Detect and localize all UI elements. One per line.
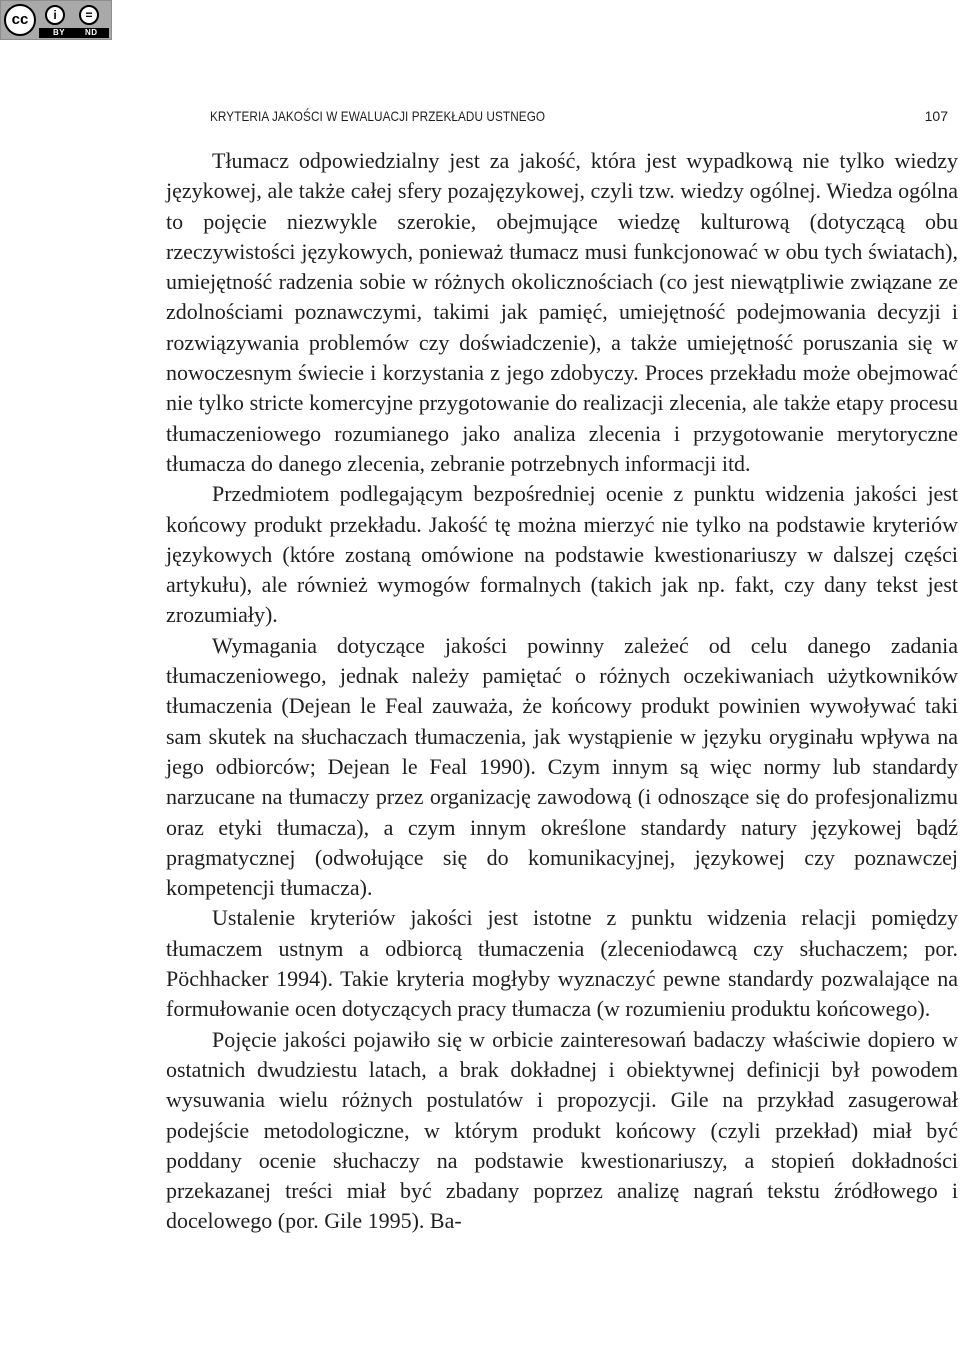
paragraph-1: Tłumacz odpowiedzialny jest za jakość, która jest wypadkową nie tylko wiedzy językowej, ale także całej sfery pozajęzykowej, czyli tzw. wiedzy ogólnej. Wiedza ogólna to pojęcie niezwykle szerokie, obejmujące wiedzę kulturową (dotyczącą obu rzeczywistości językowych, ponieważ tłumacz musi funkcjonować w obu tych światach), umiejętność radzenia sobie w różnych okolicznościach (co jest niewątpliwie związane ze zdolnościami poznawczymi, takimi jak pamięć, umiejętność podejmowania decyzji i rozwiązywania problemów czy doświadczenie), a także umiejętność poruszania się w nowoczesnym świecie i korzystania z jego zdobyczy. Proces przekładu może obejmować nie tylko stricte komercyjne przygotowanie do realizacji zlecenia, ale także etapy procesu tłumaczeniowego rozumianego jako analiza zlecenia i przygotowanie merytoryczne tłumacza do danego zlecenia, zebranie potrzebnych informacji itd. (166, 148, 958, 476)
license-badge (0, 0, 112, 40)
by-label: BY (53, 28, 66, 37)
body-text (166, 146, 958, 1237)
running-header (210, 104, 958, 126)
running-title: KRYTERIA JAKOŚCI W EWALUACJI PRZEKŁADU USTNEGO (210, 108, 546, 124)
paragraph-4: Ustalenie kryteriów jakości jest istotne z punktu widzenia relacji pomiędzy tłumaczem ustnym a odbiorcą tłumaczenia (zleceniodawcą czy słuchaczem; por. Pöchhacker 1994). Takie kryteria mogłyby wyznaczyć pewne standardy pozwalające na formułowanie ocen dotyczących pracy tłumacza (w rozumieniu produktu końcowego). (166, 905, 958, 1022)
paragraph-5: Pojęcie jakości pojawiło się w orbicie zainteresowań badaczy właściwie dopiero w ostatnich dwudziestu latach, a brak dokładnej i obiektywnej definicji był powodem wysuwania wielu różnych postulatów i propozycji. Gile na przykład zasugerował podejście metodologiczne, w którym produkt końcowy (czyli przekład) miał być poddany ocenie słuchaczy na podstawie kwestionariuszy, a stopień dokładności przekazanej treści miał być zbadany poprzez analizę nagrań tekstu źródłowego i docelowego (por. Gile 1995). Ba- (166, 1026, 958, 1234)
license-strip (39, 28, 109, 38)
paragraph-2: Przedmiotem podlegającym bezpośredniej ocenie z punktu widzenia jakości jest końcowy produkt przekładu. Jakość tę można mierzyć nie tylko na podstawie kryteriów językowych (które zostaną omówione na podstawie kwestionariuszy w dalszej części artykułu), ale również wymogów formalnych (takich jak np. fakt, czy dany tekst jest zrozumiały). (166, 481, 958, 628)
nd-equals-icon: = (79, 5, 99, 25)
nd-label: ND (85, 28, 98, 37)
paragraph-3: Wymagania dotyczące jakości powinny zależeć od celu danego zadania tłumaczeniowego, jednak należy pamiętać o różnych oczekiwaniach użytkowników tłumaczenia (Dejean le Feal zauważa, że końcowy produkt powinien wywoływać taki sam skutek na słuchaczach tłumaczenia, jak wystąpienie w języku oryginału wpływa na jego odbiorców; Dejean le Feal 1990). Czym innym są więc normy lub standardy narzucane na tłumaczy przez organizację zawodową (i odnoszące się do profesjonalizmu oraz etyki tłumacza), a czym innym określone standardy natury językowej bądź pragmatycznej (odwołujące się do komunikacyjnej, językowej czy poznawczej kompetencji tłumacza). (166, 632, 958, 901)
cc-logo-icon: cc (4, 4, 36, 36)
page-number: 107 (924, 108, 948, 124)
by-person-icon: i (45, 5, 65, 25)
